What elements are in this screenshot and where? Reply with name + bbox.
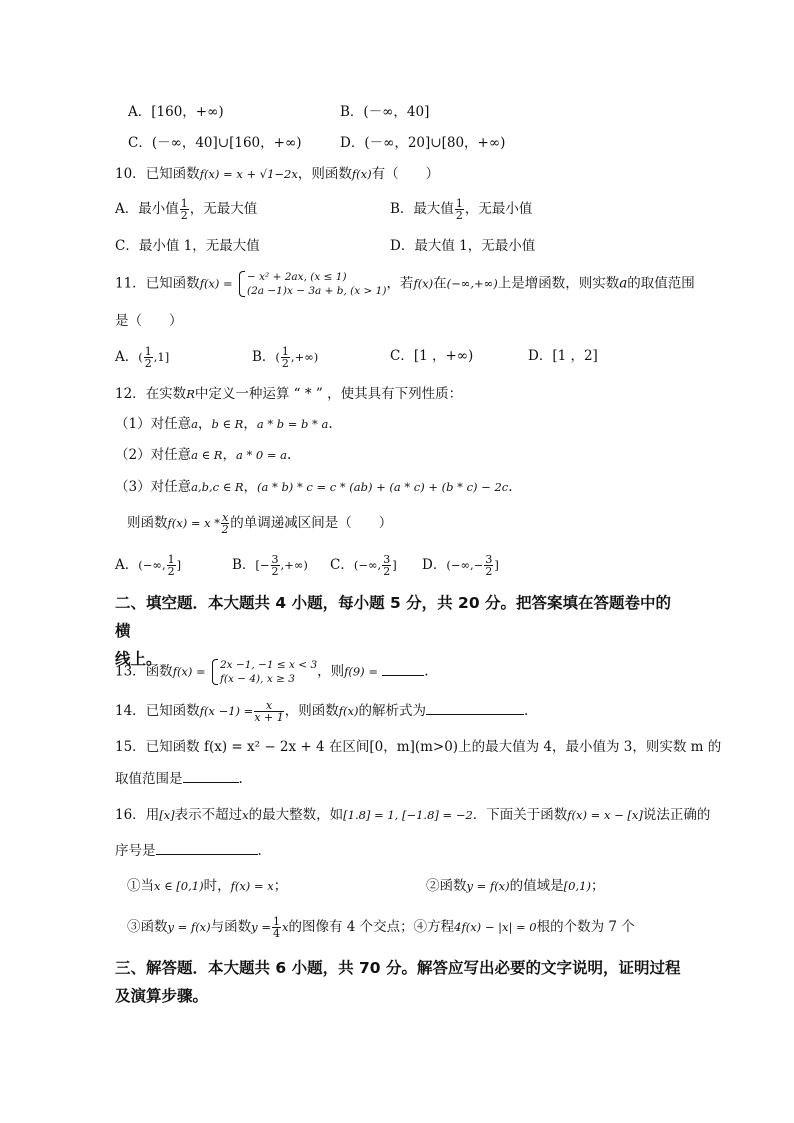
q16-text: 的最大整数，如: [248, 807, 344, 823]
bracket: ,+∞): [280, 558, 308, 572]
q10-text: ，则函数: [297, 166, 352, 182]
three-halves-fraction: [484, 554, 493, 577]
fraction-numerator: 3: [271, 553, 279, 566]
fraction-denominator: 2: [144, 357, 152, 370]
q10-number: 10．: [115, 166, 146, 182]
q11-option-b-label: B．: [252, 349, 276, 365]
q16-statement-3-4: [127, 916, 635, 939]
q12-text: （2）对任意: [115, 447, 192, 463]
q16-stem: [115, 805, 710, 825]
q12-math: a * 0 = a: [235, 448, 287, 462]
q15-number: 15．: [115, 739, 146, 755]
half-fraction: [281, 346, 290, 369]
q15-text: 已知函数 f(x) = x² − 2x + 4 在区间[0，m](m>0)上的最大值为 4，最小值为 3，则实数 m 的: [145, 739, 722, 755]
q14-stem: [115, 700, 528, 723]
q9-option-b: B．(－∞，40]: [340, 104, 430, 120]
fraction-denominator: 2: [281, 357, 289, 370]
q14-text: .: [523, 703, 529, 719]
q13-text: .: [424, 663, 429, 680]
bracket: (: [138, 350, 143, 364]
q12-question: [127, 512, 392, 535]
q12-text: 的单调递减区间是（ ）: [230, 515, 393, 531]
q12-text: .: [328, 416, 333, 432]
q12-text: ，: [243, 479, 258, 495]
q9-option-a: A．[160，+∞): [128, 104, 224, 120]
q12-text: （3）对任意: [115, 479, 192, 495]
q11-variable: a: [619, 275, 628, 292]
q10-option-a-label: A．最小值: [115, 201, 179, 217]
q16-text: ．下面关于函数: [472, 807, 568, 823]
q16-text: 用: [145, 807, 160, 823]
q13-case-2: f(x − 4), x ≥ 3: [220, 673, 295, 685]
q12-option-c-label: C．: [330, 557, 354, 573]
q16-statement-1: [127, 876, 287, 896]
fraction-denominator: 2: [455, 209, 463, 222]
q10-option-b-label: B．最大值: [390, 201, 454, 217]
q16-text: 方程: [427, 919, 455, 935]
q16-text: ；: [273, 878, 288, 894]
q16-function: f(x) = x − [x]: [567, 808, 643, 822]
q12-option-b-math: [−: [255, 558, 270, 572]
q11-text: ，若: [386, 275, 414, 292]
q11-function: f(x): [413, 276, 434, 291]
q16-text: 函数: [439, 878, 467, 894]
q10-option-a-text: ，无最大值: [189, 201, 258, 217]
q10-option-d: D．最大值 1，无最小值: [390, 238, 536, 254]
bracket: (: [275, 350, 280, 364]
q16-answer-blank[interactable]: [156, 840, 258, 855]
fraction-denominator: 2: [221, 523, 229, 536]
fraction-numerator: 1: [281, 345, 289, 358]
q13-piecewise: [210, 658, 317, 686]
fraction-denominator: 2: [271, 565, 279, 578]
circled-two-icon: ②: [426, 878, 440, 894]
q9-option-d: D．(－∞，20]∪[80，+∞): [340, 135, 506, 151]
q16-text: 的值域是: [509, 878, 564, 894]
q10-function: f(x) = x + √1−2x: [199, 167, 298, 181]
q16-math: y =: [251, 920, 271, 934]
q12-math: a: [191, 417, 198, 431]
q16-text: 表示不超过: [174, 807, 243, 823]
q12-property-2: [115, 445, 291, 465]
q12-function: f(x) = x *: [167, 516, 221, 530]
q12-stem: [115, 384, 462, 404]
q12-option-d: [422, 554, 499, 577]
circled-one-icon: ①: [127, 878, 141, 894]
section-2-heading-line-2: 线上。: [115, 650, 162, 668]
fraction-denominator: 2: [167, 565, 175, 578]
q16-math: x: [242, 808, 249, 822]
q11-option-c: C．[1 ，+∞): [390, 348, 474, 364]
circled-three-icon: ③: [127, 919, 141, 935]
q16-math: [0,1): [563, 879, 591, 893]
q12-text: ，: [222, 447, 236, 463]
bracket: ,1]: [153, 350, 170, 364]
q12-text: .: [508, 479, 513, 495]
q10-option-a: [115, 198, 257, 221]
q13-answer-blank[interactable]: [382, 661, 424, 676]
section-3-heading-line-2: 及演算步骤。: [115, 987, 209, 1005]
q12-math: a * b = b * a: [256, 417, 329, 431]
q11-text: 上是增函数，则实数: [497, 275, 620, 292]
q12-text: ，: [197, 416, 212, 432]
q16-text: .: [257, 843, 262, 859]
bracket: ,+∞): [290, 350, 319, 364]
q13-number: 13．: [115, 663, 146, 680]
q15-stem: [115, 737, 721, 757]
half-fraction: [167, 554, 176, 577]
q10-text: 有（ ）: [371, 166, 440, 182]
q13-text: 函数: [145, 663, 173, 680]
q11-number: 11．: [115, 275, 146, 292]
section-3-heading-line-1: 三、解答题．本大题共 6 小题，共 70 分。解答应写出必要的文字说明，证明过程: [115, 959, 681, 977]
q16-text: 序号是: [115, 843, 156, 859]
q12-option-d-math: (−∞,−: [446, 558, 484, 572]
q12-math: b ∈ R: [211, 417, 244, 431]
q13-stem: [115, 658, 429, 686]
q11-option-d: D．[1 ，2]: [528, 348, 598, 364]
q12-variable: R: [186, 387, 195, 401]
section-2-heading-line-1: 二、填空题．本大题共 4 小题，每小题 5 分，共 20 分。把答案填在答题卷中的横: [115, 594, 672, 640]
q16-math: y = f(x): [167, 920, 211, 934]
three-halves-fraction: [271, 554, 280, 577]
q11-option-a-label: A．: [115, 349, 139, 365]
fraction-denominator: 4: [272, 927, 280, 940]
q12-option-c: [330, 554, 397, 577]
q10-option-b: [390, 198, 532, 221]
q15-text: .: [238, 771, 243, 787]
q12-text: 在实数: [145, 386, 187, 402]
fraction-numerator: 1: [272, 915, 280, 928]
q13-value: f(9) =: [344, 664, 378, 679]
q14-text: ，则函数: [284, 703, 339, 719]
q14-text: 已知函数: [145, 703, 200, 719]
q12-option-a: [115, 554, 181, 577]
q12-option-b-label: B．: [232, 557, 256, 573]
q16-math: x ∈ [0,1): [154, 879, 204, 893]
q13-text: ，则: [317, 663, 345, 680]
q11-text: 已知函数: [145, 275, 200, 292]
q11-text: 的取值范围: [627, 275, 695, 292]
q11-interval: (−∞,+∞): [446, 276, 498, 291]
q12-option-a-math: (−∞,: [138, 558, 166, 572]
fraction-numerator: 1: [144, 345, 152, 358]
q10-text: 已知函数: [145, 166, 200, 182]
q14-function: f(x): [338, 704, 359, 718]
q16-text: 与函数: [210, 919, 252, 935]
q16-text: 时，: [203, 878, 231, 894]
q12-option-d-label: D．: [422, 557, 447, 573]
q12-math: (a * b) * c = c * (ab) + (a * c) + (b * c) − 2c: [257, 480, 509, 494]
fraction-numerator: 3: [485, 553, 493, 566]
q14-answer-blank[interactable]: [426, 700, 524, 715]
q11-function: f(x) =: [199, 276, 233, 291]
q14-fraction: [254, 700, 283, 723]
q12-property-3: [115, 477, 513, 497]
q15-text: 取值范围是: [115, 771, 183, 787]
q13-case-1: 2x −1, −1 ≤ x < 3: [220, 659, 318, 671]
q12-text: 则函数: [127, 515, 168, 531]
fraction-numerator: x: [222, 511, 229, 524]
q16-text: 的图像有 4 个交点；: [288, 919, 414, 935]
q16-text: 当: [140, 878, 154, 894]
q14-number: 14．: [115, 703, 146, 719]
q16-math: 4f(x) − |x| = 0: [454, 920, 537, 934]
q11-case-1: − x² + 2ax, (x ≤ 1): [247, 271, 347, 283]
q14-function: f(x −1) =: [199, 704, 254, 718]
half-fraction: [180, 198, 189, 221]
q16-stem-line2: [115, 840, 262, 861]
q16-math: f(x) = x: [230, 879, 274, 893]
q10-option-c: C．最小值 1，无最大值: [115, 238, 260, 254]
q16-text: 说法正确的: [642, 807, 711, 823]
quarter-fraction: [272, 916, 281, 939]
q12-property-1: [115, 414, 333, 434]
q16-math: [1.8] = 1, [−1.8] = −2: [343, 808, 473, 822]
q16-number: 16．: [115, 807, 146, 823]
fraction-numerator: 1: [455, 197, 463, 210]
q9-option-c: C．(－∞，40]∪[160，+∞): [128, 135, 302, 151]
fraction-denominator: 2: [485, 565, 493, 578]
circled-four-icon: ④: [413, 919, 428, 935]
bracket: ]: [494, 558, 499, 572]
fraction-denominator: 2: [180, 209, 188, 222]
q10-function: f(x): [351, 167, 372, 181]
fraction-denominator: 2: [383, 565, 391, 578]
x-over-2-fraction: [221, 512, 229, 535]
q16-text: 根的个数为 7 个: [536, 919, 635, 935]
bracket: ]: [392, 558, 397, 572]
q12-text: 中定义一种运算 “ * ” ，使其具有下列性质：: [194, 386, 463, 402]
bracket: ]: [176, 558, 182, 572]
q10-option-b-text: ，无最小值: [464, 201, 533, 217]
q11-text: 在: [433, 275, 447, 292]
fraction-numerator: 1: [167, 553, 175, 566]
q16-math: x: [281, 920, 289, 934]
q12-option-c-math: (−∞,: [353, 558, 382, 572]
q15-answer-blank[interactable]: [183, 768, 239, 783]
q11-stem-line2: 是（ ）: [115, 313, 183, 329]
fraction-numerator: x: [254, 700, 283, 712]
q16-text: ；: [590, 878, 605, 894]
q10-stem: [115, 164, 439, 184]
q11-option-a: [115, 346, 169, 369]
fraction-numerator: 1: [180, 197, 188, 210]
q12-math: a,b,c ∈ R: [191, 480, 244, 494]
q15-stem-line2: [115, 768, 243, 789]
q11-case-2: (2a −1)x − 3a + b, (x > 1): [247, 285, 387, 297]
q11-option-b: [252, 346, 318, 369]
q16-text: 函数: [140, 919, 168, 935]
q12-option-a-label: A．: [115, 557, 139, 573]
half-fraction: [144, 346, 153, 369]
q12-text: （1）对任意: [115, 416, 192, 432]
q12-math: a ∈ R: [191, 448, 223, 462]
section-3-heading: [115, 954, 685, 1010]
three-halves-fraction: [382, 554, 391, 577]
fraction-numerator: 3: [383, 553, 391, 566]
q12-number: 12．: [115, 386, 146, 402]
q11-piecewise: [237, 270, 386, 298]
q16-statement-2: [426, 876, 604, 896]
q16-math: y = f(x): [466, 879, 510, 893]
q13-function: f(x) =: [172, 664, 206, 679]
q12-option-b: [232, 554, 308, 577]
q16-math: [x]: [159, 808, 175, 822]
half-fraction: [455, 198, 464, 221]
q12-text: ，: [243, 416, 257, 432]
q11-stem: [115, 270, 695, 298]
fraction-denominator: x + 1: [254, 711, 284, 724]
q14-text: 的解析式为: [358, 703, 426, 719]
q12-text: .: [286, 447, 292, 463]
